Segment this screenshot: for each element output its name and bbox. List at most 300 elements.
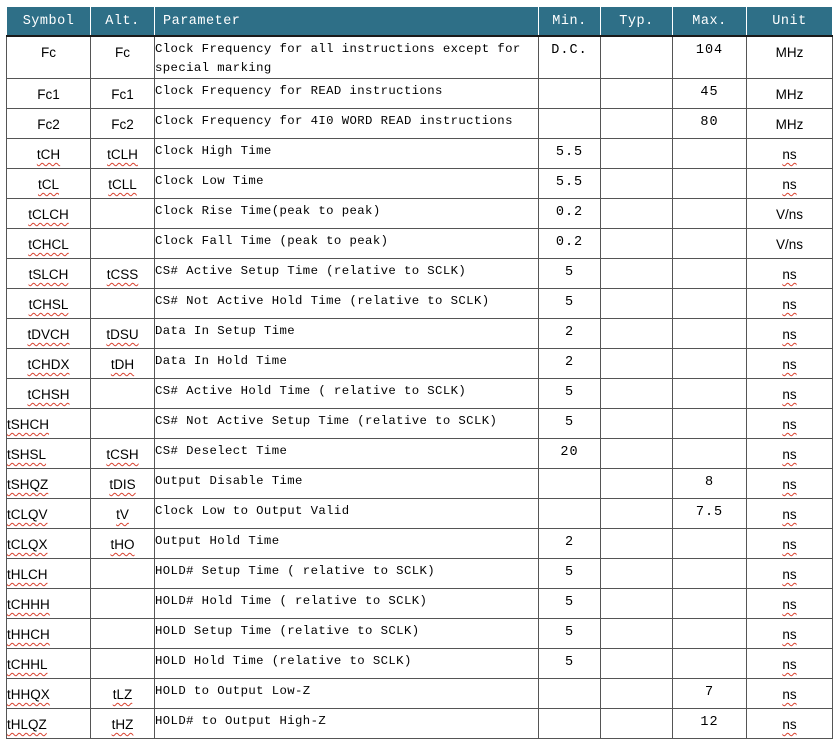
cell-parameter-text: CS# Not Active Hold Time (relative to SCLK) bbox=[155, 294, 490, 308]
table-row bbox=[7, 469, 833, 499]
cell-symbol bbox=[7, 36, 91, 79]
cell-alt bbox=[91, 679, 155, 709]
cell-symbol-text: tCHHL bbox=[7, 657, 48, 672]
cell-parameter-text: Data In Hold Time bbox=[155, 354, 288, 368]
header-alt: Alt. bbox=[91, 7, 155, 37]
cell-typ bbox=[601, 259, 673, 289]
cell-min-text: 20 bbox=[560, 445, 579, 460]
cell-unit-text: MHz bbox=[775, 45, 804, 60]
cell-unit-text: ns bbox=[782, 177, 797, 192]
cell-min-text: 5 bbox=[564, 655, 575, 670]
cell-max bbox=[673, 619, 747, 649]
cell-alt-text: Fc bbox=[115, 45, 130, 60]
cell-min-text: 5 bbox=[564, 565, 575, 580]
cell-unit bbox=[747, 319, 833, 349]
cell-parameter bbox=[155, 199, 539, 229]
cell-alt bbox=[91, 649, 155, 679]
cell-unit-text: ns bbox=[782, 147, 797, 162]
cell-symbol bbox=[7, 169, 91, 199]
cell-symbol bbox=[7, 349, 91, 379]
cell-symbol-text: tCHSH bbox=[27, 387, 70, 402]
cell-unit bbox=[747, 439, 833, 469]
cell-typ bbox=[601, 169, 673, 199]
cell-parameter-text: HOLD Hold Time (relative to SCLK) bbox=[155, 654, 412, 668]
cell-unit bbox=[747, 679, 833, 709]
cell-symbol-text: tCHSL bbox=[28, 297, 69, 312]
cell-typ bbox=[601, 79, 673, 109]
cell-min-text: 0.2 bbox=[555, 235, 584, 250]
cell-unit bbox=[747, 589, 833, 619]
cell-parameter-text: CS# Not Active Setup Time (relative to SCLK) bbox=[155, 414, 498, 428]
cell-unit bbox=[747, 349, 833, 379]
table-row bbox=[7, 139, 833, 169]
cell-alt bbox=[91, 379, 155, 409]
cell-min bbox=[539, 229, 601, 259]
cell-typ bbox=[601, 679, 673, 709]
cell-alt bbox=[91, 529, 155, 559]
cell-unit-text: ns bbox=[782, 627, 797, 642]
table-row bbox=[7, 409, 833, 439]
cell-unit-text: ns bbox=[782, 477, 797, 492]
table-row bbox=[7, 499, 833, 529]
cell-max bbox=[673, 529, 747, 559]
cell-alt-text: tV bbox=[116, 507, 129, 522]
table-row bbox=[7, 199, 833, 229]
table-row bbox=[7, 379, 833, 409]
cell-symbol-text: tCL bbox=[37, 177, 59, 192]
cell-symbol bbox=[7, 589, 91, 619]
cell-max bbox=[673, 109, 747, 139]
cell-min-text: 2 bbox=[564, 355, 575, 370]
cell-max bbox=[673, 649, 747, 679]
cell-unit-text: MHz bbox=[775, 87, 804, 102]
cell-min-text: 5 bbox=[564, 415, 575, 430]
cell-unit-text: ns bbox=[782, 267, 797, 282]
cell-unit bbox=[747, 379, 833, 409]
cell-max-text: 8 bbox=[704, 475, 715, 490]
cell-min bbox=[539, 619, 601, 649]
cell-typ bbox=[601, 619, 673, 649]
cell-parameter-text: CS# Active Setup Time (relative to SCLK) bbox=[155, 264, 467, 278]
cell-unit-text: ns bbox=[782, 687, 797, 702]
cell-alt-text: tCLH bbox=[107, 147, 138, 162]
cell-unit bbox=[747, 139, 833, 169]
cell-parameter-text: Clock Frequency for all instructions except for special marking bbox=[155, 42, 521, 75]
cell-typ bbox=[601, 229, 673, 259]
cell-unit-text: ns bbox=[782, 357, 797, 372]
cell-max bbox=[673, 79, 747, 109]
cell-symbol-text: tHLCH bbox=[7, 567, 48, 582]
header-min: Min. bbox=[539, 7, 601, 37]
cell-unit-text: ns bbox=[782, 717, 797, 732]
cell-parameter-text: CS# Deselect Time bbox=[155, 444, 288, 458]
cell-parameter bbox=[155, 379, 539, 409]
cell-symbol-text: tHHCH bbox=[7, 627, 50, 642]
cell-parameter-text: HOLD to Output Low-Z bbox=[155, 684, 311, 698]
cell-alt bbox=[91, 79, 155, 109]
cell-parameter bbox=[155, 649, 539, 679]
cell-max bbox=[673, 679, 747, 709]
cell-max-text: 7 bbox=[704, 685, 715, 700]
cell-parameter-text: Clock Fall Time (peak to peak) bbox=[155, 234, 389, 248]
cell-symbol bbox=[7, 259, 91, 289]
cell-symbol bbox=[7, 379, 91, 409]
cell-symbol bbox=[7, 499, 91, 529]
cell-typ bbox=[601, 379, 673, 409]
cell-max bbox=[673, 349, 747, 379]
cell-max bbox=[673, 439, 747, 469]
cell-symbol bbox=[7, 559, 91, 589]
cell-alt bbox=[91, 109, 155, 139]
cell-unit bbox=[747, 289, 833, 319]
cell-symbol-text: Fc bbox=[41, 45, 56, 60]
table-row bbox=[7, 529, 833, 559]
cell-parameter bbox=[155, 109, 539, 139]
cell-parameter-text: Clock Frequency for READ instructions bbox=[155, 84, 443, 98]
cell-parameter-text: HOLD# Setup Time ( relative to SCLK) bbox=[155, 564, 436, 578]
cell-symbol-text: tCLQV bbox=[7, 507, 48, 522]
header-max: Max. bbox=[673, 7, 747, 37]
cell-min bbox=[539, 499, 601, 529]
cell-alt bbox=[91, 469, 155, 499]
cell-unit bbox=[747, 79, 833, 109]
cell-alt bbox=[91, 589, 155, 619]
cell-max bbox=[673, 289, 747, 319]
cell-parameter bbox=[155, 469, 539, 499]
cell-typ bbox=[601, 439, 673, 469]
cell-parameter-text: Clock Frequency for 4I0 WORD READ instructions bbox=[155, 114, 513, 128]
cell-unit bbox=[747, 229, 833, 259]
cell-max bbox=[673, 139, 747, 169]
cell-typ bbox=[601, 709, 673, 739]
cell-unit-text: ns bbox=[782, 507, 797, 522]
cell-parameter bbox=[155, 679, 539, 709]
cell-parameter bbox=[155, 229, 539, 259]
cell-symbol-text: tSLCH bbox=[28, 267, 69, 282]
header-symbol: Symbol bbox=[7, 7, 91, 37]
header-parameter: Parameter bbox=[155, 7, 539, 37]
cell-min bbox=[539, 679, 601, 709]
cell-unit-text: ns bbox=[782, 537, 797, 552]
cell-unit bbox=[747, 559, 833, 589]
cell-parameter bbox=[155, 559, 539, 589]
cell-alt bbox=[91, 409, 155, 439]
cell-min bbox=[539, 379, 601, 409]
cell-alt bbox=[91, 139, 155, 169]
cell-typ bbox=[601, 36, 673, 79]
cell-alt bbox=[91, 319, 155, 349]
cell-alt bbox=[91, 709, 155, 739]
cell-parameter bbox=[155, 619, 539, 649]
cell-min bbox=[539, 289, 601, 319]
cell-alt bbox=[91, 259, 155, 289]
header-typ: Typ. bbox=[601, 7, 673, 37]
table-row bbox=[7, 349, 833, 379]
cell-parameter-text: HOLD Setup Time (relative to SCLK) bbox=[155, 624, 420, 638]
cell-symbol bbox=[7, 229, 91, 259]
cell-typ bbox=[601, 559, 673, 589]
table-body bbox=[7, 36, 833, 739]
cell-min-text: 2 bbox=[564, 325, 575, 340]
cell-unit bbox=[747, 36, 833, 79]
cell-parameter bbox=[155, 319, 539, 349]
cell-typ bbox=[601, 499, 673, 529]
cell-max bbox=[673, 199, 747, 229]
cell-parameter bbox=[155, 349, 539, 379]
cell-min-text: 5 bbox=[564, 595, 575, 610]
cell-symbol bbox=[7, 679, 91, 709]
cell-symbol-text: tCHHH bbox=[7, 597, 50, 612]
cell-alt bbox=[91, 36, 155, 79]
cell-max bbox=[673, 229, 747, 259]
cell-min bbox=[539, 469, 601, 499]
cell-typ bbox=[601, 409, 673, 439]
cell-symbol-text: tHHQX bbox=[7, 687, 50, 702]
cell-max bbox=[673, 169, 747, 199]
cell-min-text: 5 bbox=[564, 265, 575, 280]
cell-symbol-text: tCHCL bbox=[28, 237, 69, 252]
cell-max bbox=[673, 409, 747, 439]
cell-symbol bbox=[7, 289, 91, 319]
cell-unit-text: ns bbox=[782, 417, 797, 432]
cell-symbol bbox=[7, 199, 91, 229]
table-row bbox=[7, 709, 833, 739]
cell-unit-text: ns bbox=[782, 327, 797, 342]
cell-max bbox=[673, 499, 747, 529]
cell-max bbox=[673, 379, 747, 409]
cell-symbol bbox=[7, 529, 91, 559]
cell-symbol bbox=[7, 439, 91, 469]
cell-parameter-text: Output Hold Time bbox=[155, 534, 280, 548]
cell-typ bbox=[601, 319, 673, 349]
cell-symbol bbox=[7, 709, 91, 739]
table-row bbox=[7, 589, 833, 619]
cell-min bbox=[539, 199, 601, 229]
cell-alt bbox=[91, 199, 155, 229]
cell-alt-text: tLZ bbox=[112, 687, 133, 702]
cell-min bbox=[539, 409, 601, 439]
cell-parameter bbox=[155, 529, 539, 559]
cell-unit bbox=[747, 169, 833, 199]
cell-min-text: D.C. bbox=[551, 43, 588, 58]
cell-max bbox=[673, 469, 747, 499]
cell-alt bbox=[91, 439, 155, 469]
cell-symbol bbox=[7, 619, 91, 649]
cell-typ bbox=[601, 289, 673, 319]
table-row bbox=[7, 559, 833, 589]
cell-unit-text: ns bbox=[782, 297, 797, 312]
table-row bbox=[7, 259, 833, 289]
cell-min-text: 5.5 bbox=[555, 175, 584, 190]
cell-alt-text: tHZ bbox=[111, 717, 134, 732]
cell-symbol-text: tCHDX bbox=[27, 357, 70, 372]
cell-min bbox=[539, 109, 601, 139]
cell-max bbox=[673, 319, 747, 349]
cell-min bbox=[539, 439, 601, 469]
cell-unit bbox=[747, 109, 833, 139]
cell-parameter bbox=[155, 709, 539, 739]
cell-alt bbox=[91, 289, 155, 319]
table-row bbox=[7, 79, 833, 109]
cell-alt bbox=[91, 349, 155, 379]
cell-min-text: 0.2 bbox=[555, 205, 584, 220]
cell-min bbox=[539, 259, 601, 289]
cell-max bbox=[673, 259, 747, 289]
cell-alt bbox=[91, 499, 155, 529]
cell-parameter bbox=[155, 79, 539, 109]
cell-max-text: 12 bbox=[700, 715, 719, 730]
cell-alt bbox=[91, 169, 155, 199]
cell-alt-text: tDIS bbox=[109, 477, 136, 492]
cell-parameter bbox=[155, 499, 539, 529]
cell-alt bbox=[91, 229, 155, 259]
cell-unit-text: V/ns bbox=[775, 207, 803, 222]
cell-symbol-text: tSHQZ bbox=[7, 477, 49, 492]
cell-min bbox=[539, 79, 601, 109]
header-unit: Unit bbox=[747, 7, 833, 37]
cell-parameter-text: Clock High Time bbox=[155, 144, 272, 158]
cell-symbol bbox=[7, 139, 91, 169]
cell-parameter bbox=[155, 259, 539, 289]
cell-symbol-text: tSHSL bbox=[7, 447, 47, 462]
cell-min bbox=[539, 169, 601, 199]
cell-unit bbox=[747, 259, 833, 289]
cell-min bbox=[539, 709, 601, 739]
cell-parameter-text: HOLD# to Output High-Z bbox=[155, 714, 327, 728]
cell-symbol-text: tDVCH bbox=[27, 327, 70, 342]
cell-parameter-text: HOLD# Hold Time ( relative to SCLK) bbox=[155, 594, 428, 608]
cell-min bbox=[539, 649, 601, 679]
cell-typ bbox=[601, 349, 673, 379]
cell-min bbox=[539, 559, 601, 589]
cell-typ bbox=[601, 139, 673, 169]
header-row bbox=[7, 7, 833, 37]
cell-min bbox=[539, 319, 601, 349]
table-row bbox=[7, 36, 833, 79]
cell-alt-text: tCSH bbox=[106, 447, 139, 462]
table-row bbox=[7, 289, 833, 319]
cell-typ bbox=[601, 469, 673, 499]
table-row bbox=[7, 679, 833, 709]
cell-parameter bbox=[155, 36, 539, 79]
cell-unit-text: V/ns bbox=[775, 237, 803, 252]
cell-typ bbox=[601, 649, 673, 679]
cell-symbol-text: tCH bbox=[36, 147, 61, 162]
table-row bbox=[7, 229, 833, 259]
table-row bbox=[7, 439, 833, 469]
cell-parameter-text: Clock Low Time bbox=[155, 174, 264, 188]
cell-max-text: 45 bbox=[700, 85, 719, 100]
cell-unit bbox=[747, 709, 833, 739]
cell-min-text: 5 bbox=[564, 385, 575, 400]
cell-alt-text: tCLL bbox=[108, 177, 137, 192]
table-row bbox=[7, 619, 833, 649]
cell-parameter bbox=[155, 139, 539, 169]
cell-unit bbox=[747, 469, 833, 499]
cell-symbol bbox=[7, 109, 91, 139]
cell-min bbox=[539, 349, 601, 379]
cell-max bbox=[673, 589, 747, 619]
cell-min bbox=[539, 36, 601, 79]
table-row bbox=[7, 319, 833, 349]
cell-min-text: 2 bbox=[564, 535, 575, 550]
cell-parameter-text: Output Disable Time bbox=[155, 474, 303, 488]
cell-unit bbox=[747, 649, 833, 679]
cell-unit-text: ns bbox=[782, 657, 797, 672]
cell-unit bbox=[747, 529, 833, 559]
cell-max-text: 80 bbox=[700, 115, 719, 130]
cell-max-text: 7.5 bbox=[695, 505, 724, 520]
cell-min-text: 5 bbox=[564, 295, 575, 310]
cell-min bbox=[539, 589, 601, 619]
cell-symbol-text: tHLQZ bbox=[7, 717, 47, 732]
cell-symbol-text: tCLCH bbox=[28, 207, 69, 222]
cell-symbol bbox=[7, 319, 91, 349]
cell-unit-text: ns bbox=[782, 567, 797, 582]
cell-max bbox=[673, 36, 747, 79]
cell-parameter bbox=[155, 169, 539, 199]
cell-parameter-text: CS# Active Hold Time ( relative to SCLK) bbox=[155, 384, 467, 398]
cell-unit bbox=[747, 409, 833, 439]
cell-alt-text: tDH bbox=[110, 357, 135, 372]
cell-alt bbox=[91, 619, 155, 649]
cell-parameter-text: Clock Rise Time(peak to peak) bbox=[155, 204, 381, 218]
cell-symbol-text: tCLQX bbox=[7, 537, 48, 552]
cell-max bbox=[673, 559, 747, 589]
cell-symbol-text: tSHCH bbox=[7, 417, 50, 432]
cell-symbol-text: Fc1 bbox=[37, 87, 60, 102]
cell-parameter bbox=[155, 589, 539, 619]
table-row bbox=[7, 169, 833, 199]
cell-symbol bbox=[7, 469, 91, 499]
cell-typ bbox=[601, 529, 673, 559]
cell-typ bbox=[601, 199, 673, 229]
cell-symbol-text: Fc2 bbox=[37, 117, 60, 132]
cell-typ bbox=[601, 109, 673, 139]
cell-typ bbox=[601, 589, 673, 619]
cell-unit bbox=[747, 199, 833, 229]
cell-unit-text: ns bbox=[782, 387, 797, 402]
cell-alt-text: Fc1 bbox=[111, 87, 134, 102]
cell-min-text: 5.5 bbox=[555, 145, 584, 160]
cell-alt-text: Fc2 bbox=[111, 117, 134, 132]
cell-max bbox=[673, 709, 747, 739]
cell-alt bbox=[91, 559, 155, 589]
cell-min bbox=[539, 139, 601, 169]
cell-parameter bbox=[155, 289, 539, 319]
cell-symbol bbox=[7, 409, 91, 439]
cell-parameter-text: Data In Setup Time bbox=[155, 324, 296, 338]
table-row bbox=[7, 109, 833, 139]
cell-unit bbox=[747, 619, 833, 649]
cell-parameter bbox=[155, 409, 539, 439]
cell-unit-text: ns bbox=[782, 597, 797, 612]
cell-unit bbox=[747, 499, 833, 529]
cell-unit-text: ns bbox=[782, 447, 797, 462]
table-row bbox=[7, 649, 833, 679]
cell-symbol bbox=[7, 649, 91, 679]
cell-min-text: 5 bbox=[564, 625, 575, 640]
cell-symbol bbox=[7, 79, 91, 109]
cell-parameter-text: Clock Low to Output Valid bbox=[155, 504, 350, 518]
cell-alt-text: tHO bbox=[110, 537, 135, 552]
ac-characteristics-table bbox=[6, 6, 833, 739]
cell-alt-text: tCSS bbox=[106, 267, 139, 282]
cell-alt-text: tDSU bbox=[106, 327, 139, 342]
cell-max-text: 104 bbox=[695, 43, 724, 58]
cell-unit-text: MHz bbox=[775, 117, 804, 132]
cell-parameter bbox=[155, 439, 539, 469]
